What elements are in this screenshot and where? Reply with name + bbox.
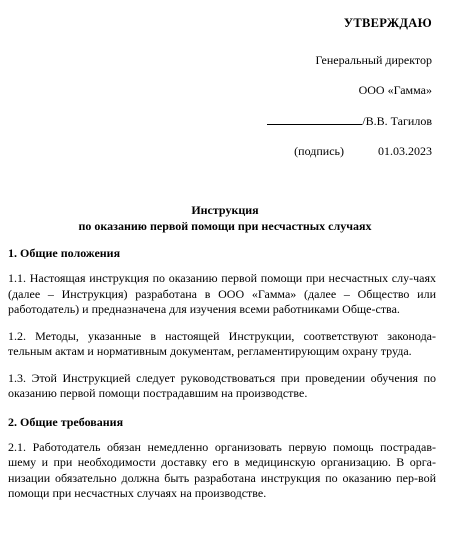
signature-meta (212, 143, 432, 159)
signature-line (212, 112, 432, 129)
approver-position: Генеральный директор (315, 53, 432, 67)
paragraph-1-2: 1.2. Методы, указанные в настоящей Инструкции, соответствуют законода-тельным актам и нормативным документам, регламентирующим охрану труда. (8, 328, 436, 358)
approval-block (212, 14, 432, 159)
signature-caption: (подпись) (294, 144, 344, 158)
paragraph-2-1: 2.1. Работодатель обязан немедленно организовать первую помощь пострадав-шему и при необходимости доставку его в медицинскую организацию. В орга-низации обязательно должна быть разработана инструкция по оказанию пер-вой помощи при несчастных случаях на производстве. (8, 439, 436, 500)
approval-heading: УТВЕРЖДАЮ (343, 16, 432, 30)
document-title-line2: по оказанию первой помощи при несчастных случаях (78, 219, 372, 233)
company-name: ООО «Гамма» (358, 83, 432, 97)
document-body (8, 245, 436, 513)
paragraph-1-1: 1.1. Настоящая инструкция по оказанию первой помощи при несчастных слу-чаях (далее – Инструкция) разработана в ООО «Гамма» (далее – Общество или работодатель) и предназначена для изучения всеми работниками Обще-ства. (8, 271, 436, 316)
signature-name: /В.В. Тагилов (362, 114, 432, 128)
document-title (0, 202, 450, 234)
approval-date: 01.03.2023 (378, 144, 432, 158)
section-heading: 2. Общие требования (8, 414, 124, 429)
section-heading: 1. Общие положения (8, 246, 121, 260)
signature-blank (267, 112, 362, 125)
document-title-line1: Инструкция (191, 203, 259, 217)
paragraph-1-3: 1.3. Этой Инструкцией следует руководствоваться при проведении обучения по оказанию первой помощи пострадавшим на производстве. (8, 370, 436, 400)
